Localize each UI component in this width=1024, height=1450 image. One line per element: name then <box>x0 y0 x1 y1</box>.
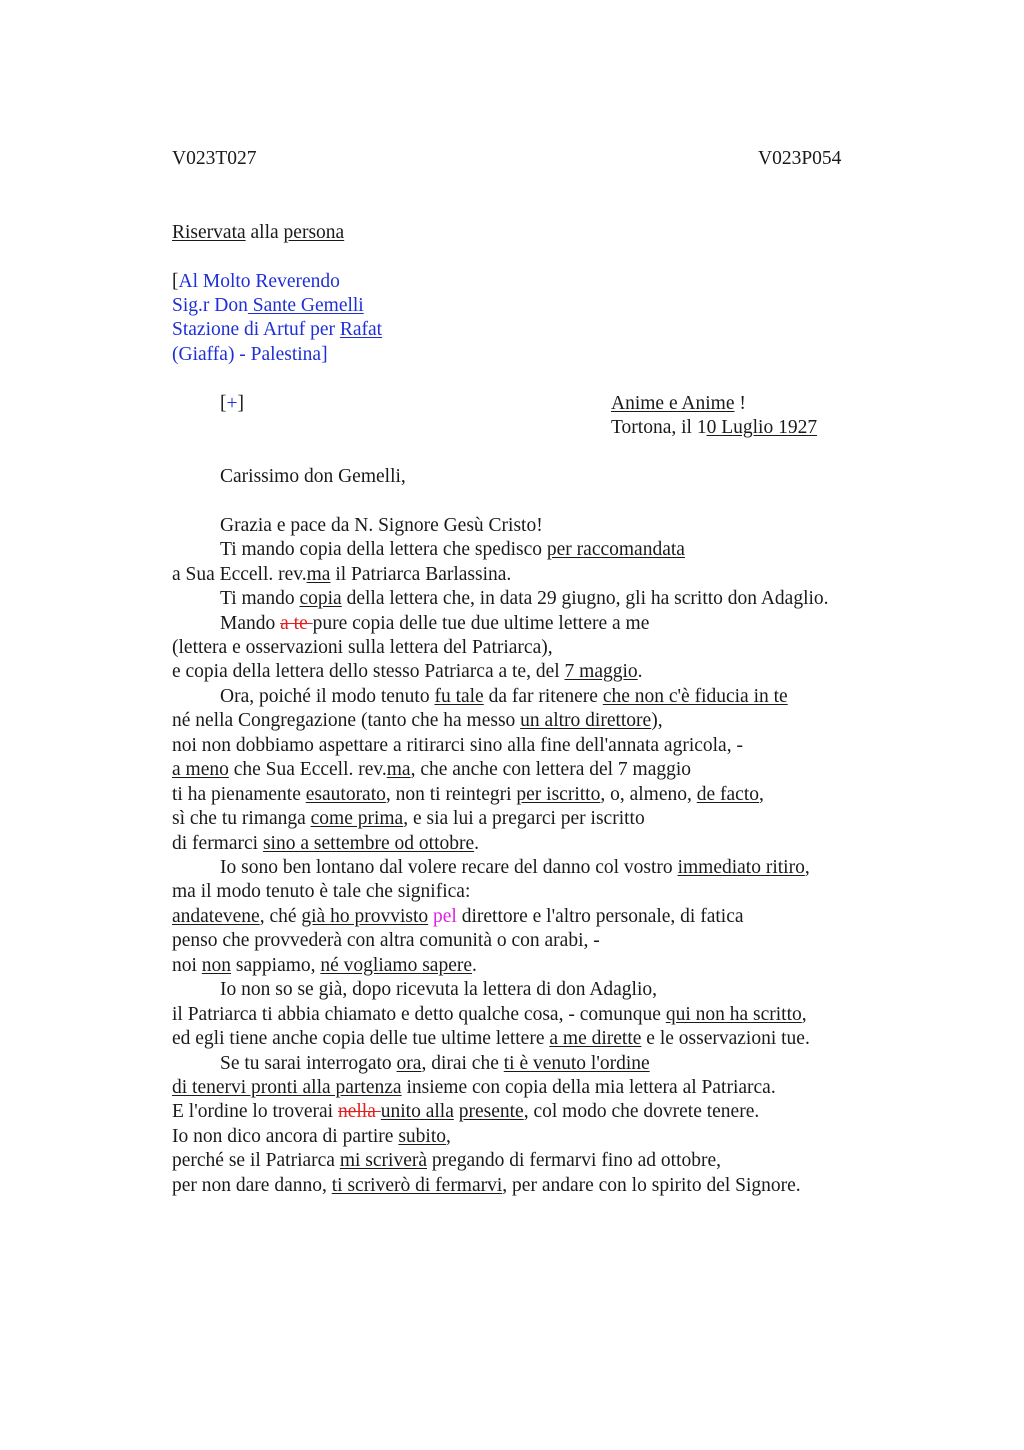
body-line <box>172 661 643 683</box>
address-line-1 <box>172 271 340 293</box>
text-segment: pure copia delle tue due ultime lettere a me <box>312 613 650 634</box>
deleted-text: nella <box>337 1101 381 1122</box>
bracket-open: [ <box>172 271 179 292</box>
address-honorific: Sig.r Don <box>172 295 248 316</box>
underlined-text: andatevene <box>172 906 260 927</box>
text-segment: Se tu sarai interrogato <box>220 1053 397 1074</box>
text-segment: , che anche con lettera del 7 maggio <box>410 759 692 780</box>
text-segment: , <box>801 1004 807 1025</box>
body-line <box>172 784 764 806</box>
underlined-text: ti scriverò di fermarvi <box>331 1175 503 1196</box>
underlined-text: di tenervi pronti alla partenza <box>172 1077 402 1098</box>
body-line: ma il modo tenuto è tale che significa: <box>172 881 471 902</box>
document-code-left: V023T027 <box>172 148 257 169</box>
body-line <box>172 1126 451 1148</box>
text-segment: . <box>637 661 643 682</box>
text-segment: ), <box>651 710 663 731</box>
bracket-close: ] <box>321 344 328 365</box>
salutation: Carissimo don Gemelli, <box>220 466 406 487</box>
body-line: noi non dobbiamo aspettare a ritirarci sino alla fine dell'annata agricola, - <box>172 735 743 756</box>
body-line <box>172 1004 807 1026</box>
address-region: (Giaffa) - Palestina <box>172 344 322 365</box>
text-segment: , ché <box>259 906 302 927</box>
text-segment: , per andare con lo spirito del Signore. <box>502 1175 801 1196</box>
body-line <box>172 1028 810 1050</box>
underlined-text: ma <box>306 564 331 585</box>
text-segment: Ti mando <box>220 588 300 609</box>
text-segment: , o, almeno, <box>600 784 697 805</box>
text-segment: , <box>446 1126 451 1147</box>
text-segment: Io sono ben lontano dal volere recare del danno col vostro <box>220 857 678 878</box>
underlined-text: unito alla <box>380 1101 454 1122</box>
underlined-text: come prima <box>310 808 404 829</box>
underlined-text: subito <box>398 1126 447 1147</box>
cross-bracket-close: ] <box>237 393 244 414</box>
body-line: penso che provvederà con altra comunità o con arabi, - <box>172 930 600 951</box>
underlined-text: esautorato <box>305 784 386 805</box>
body-line <box>220 613 649 635</box>
underlined-text: ora <box>396 1053 422 1074</box>
body-line <box>172 833 479 855</box>
underlined-text: de facto <box>696 784 760 805</box>
cross-bracket-open: [ <box>220 393 227 414</box>
motto-exclamation: ! <box>734 393 746 414</box>
cross-icon: + <box>226 393 238 414</box>
underlined-text: mi scriverà <box>339 1150 427 1171</box>
underlined-text: fu tale <box>434 686 484 707</box>
text-segment: ti ha pienamente <box>172 784 306 805</box>
text-segment: noi <box>172 955 202 976</box>
underlined-text: per raccomandata <box>546 539 685 560</box>
reserved-word: Riservata <box>172 222 246 243</box>
underlined-text: per iscritto <box>516 784 601 805</box>
text-segment: insieme con copia della mia lettera al Patriarca. <box>401 1077 776 1098</box>
text-segment: di fermarci <box>172 833 263 854</box>
text-segment: Ora, poiché il modo tenuto <box>220 686 435 707</box>
text-segment: il Patriarca Barlassina. <box>330 564 512 585</box>
text-segment: direttore e l'altro personale, di fatica <box>456 906 744 927</box>
text-segment: Mando <box>220 613 281 634</box>
address-recipient-name: Sante Gemelli <box>247 295 364 316</box>
text-segment: . <box>474 833 480 854</box>
body-line <box>220 857 810 879</box>
body-line: (lettera e osservazioni sulla lettera del Patriarca), <box>172 637 553 658</box>
text-segment: , dirai che <box>421 1053 504 1074</box>
body-line <box>172 710 663 732</box>
body-line <box>220 1053 650 1075</box>
text-segment: pregando di fermarvi fino ad ottobre, <box>427 1150 722 1171</box>
text-segment: per non dare danno, <box>172 1175 332 1196</box>
body-line <box>220 588 829 610</box>
address-station: Stazione di Artuf per <box>172 319 340 340</box>
text-segment: , <box>759 784 764 805</box>
cross-sign <box>220 393 244 415</box>
body-line <box>172 564 511 586</box>
body-line <box>172 1150 721 1172</box>
text-segment: a Sua Eccell. rev. <box>172 564 307 585</box>
date-prefix: Tortona, il 1 <box>611 417 707 438</box>
body-line <box>172 808 645 830</box>
text-segment: sappiamo, <box>231 955 321 976</box>
address-title: Al Molto Reverendo <box>178 271 340 292</box>
reserved-note <box>172 222 344 244</box>
inserted-text: pel <box>433 906 457 927</box>
text-segment: , <box>804 857 810 878</box>
reserved-mid: alla <box>245 222 284 243</box>
body-line <box>172 759 691 781</box>
underlined-text: già ho provvisto <box>301 906 429 927</box>
text-segment: il Patriarca ti abbia chiamato e detto qualche cosa, - comunque <box>172 1004 666 1025</box>
body-line <box>172 1077 776 1099</box>
underlined-text: qui non ha scritto <box>665 1004 802 1025</box>
text-segment: Ti mando copia della lettera che spedisco <box>220 539 547 560</box>
body-line <box>172 955 477 977</box>
text-segment: Io non dico ancora di partire <box>172 1126 399 1147</box>
text-segment: e copia della lettera dello stesso Patriarca a te, del <box>172 661 565 682</box>
text-segment: e le osservazioni tue. <box>641 1028 810 1049</box>
text-segment: da far ritenere <box>483 686 603 707</box>
greeting: Grazia e pace da N. Signore Gesù Cristo! <box>220 515 543 536</box>
underlined-text: sino a settembre od ottobre <box>262 833 475 854</box>
underlined-text: immediato ritiro <box>677 857 805 878</box>
address-town: Rafat <box>339 319 383 340</box>
body-line <box>220 539 685 561</box>
text-segment: , col modo che dovrete tenere. <box>523 1101 760 1122</box>
text-segment: E l'ordine lo troverai <box>172 1101 338 1122</box>
text-segment: della lettera che, in data 29 giugno, gli ha scritto don Adaglio. <box>341 588 829 609</box>
text-segment: che Sua Eccell. rev. <box>228 759 387 780</box>
underlined-text: ti è venuto l'ordine <box>503 1053 650 1074</box>
reserved-person: persona <box>283 222 345 243</box>
address-line-3 <box>172 319 382 341</box>
body-line <box>172 906 744 928</box>
deleted-text: a te <box>280 613 313 634</box>
underlined-text: 7 maggio <box>564 661 638 682</box>
underlined-text: presente <box>458 1101 524 1122</box>
underlined-text: a me dirette <box>549 1028 642 1049</box>
underlined-text: copia <box>299 588 342 609</box>
body-line: Io non so se già, dopo ricevuta la lettera di don Adaglio, <box>220 979 658 1000</box>
text-segment: ed egli tiene anche copia delle tue ultime lettere <box>172 1028 550 1049</box>
address-line-4 <box>172 344 328 366</box>
document-code-right: V023P054 <box>758 148 842 169</box>
body-line <box>172 1175 801 1197</box>
underlined-text: un altro direttore <box>520 710 652 731</box>
underlined-text: a meno <box>172 759 229 780</box>
text-segment: . <box>472 955 477 976</box>
motto <box>611 393 746 415</box>
text-segment: né nella Congregazione (tanto che ha messo <box>172 710 521 731</box>
body-line <box>172 1101 759 1123</box>
text-segment: sì che tu rimanga <box>172 808 311 829</box>
address-line-2 <box>172 295 364 317</box>
text-segment: , e sia lui a pregarci per iscritto <box>403 808 645 829</box>
underlined-text: né vogliamo sapere <box>320 955 473 976</box>
underlined-text: non <box>201 955 232 976</box>
date-value: 0 Luglio 1927 <box>706 417 818 438</box>
date-line <box>611 417 817 439</box>
underlined-text: che non c'è fiducia in te <box>602 686 788 707</box>
motto-text: Anime e Anime <box>611 393 735 414</box>
body-line <box>220 686 788 708</box>
text-segment: , non ti reintegri <box>385 784 517 805</box>
text-segment: perché se il Patriarca <box>172 1150 340 1171</box>
underlined-text: ma <box>386 759 411 780</box>
